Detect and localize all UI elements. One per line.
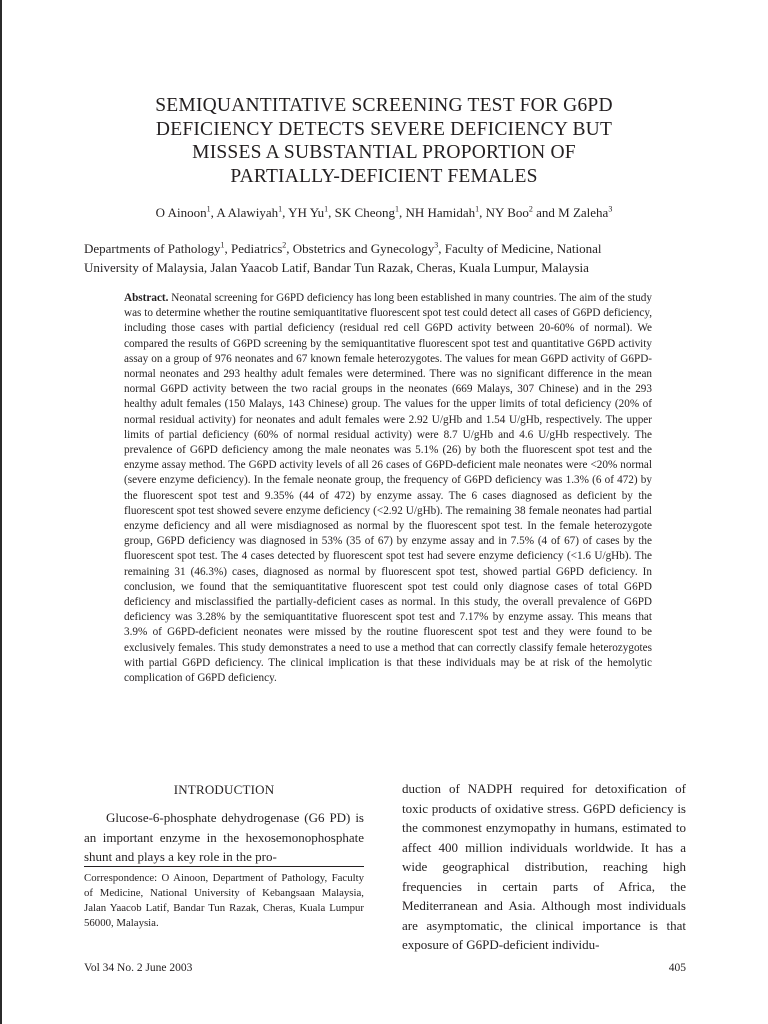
affiliation-marker: 1 [220, 240, 225, 250]
page-edge-rule [0, 0, 2, 1024]
author-separator: , [398, 205, 406, 220]
title-line: SEMIQUANTITATIVE SCREENING TEST FOR G6PD [155, 95, 613, 116]
affiliation-text: , Faculty of Medicine, National [438, 241, 602, 256]
title-line: DEFICIENCY DETECTS SEVERE DEFICIENCY BUT [155, 118, 613, 140]
author-separator: , [210, 205, 217, 220]
affiliation-marker: 1 [278, 204, 283, 214]
title-line: MISSES A SUBSTANTIAL PROPORTION OF [192, 142, 576, 163]
affiliation-marker: 2 [528, 204, 533, 214]
correspondence-footnote: Correspondence: O Ainoon, Department of Pathology, Faculty of Medicine, National University of Kebangsaan Malaysia, Jalan Yaacob Latif, Bandar Tun Razak, Cheras, Kuala Lumpur 56000, Malaysia. [84, 872, 364, 929]
author-name: NY Boo [485, 205, 529, 220]
affiliation-marker: 3 [434, 240, 439, 250]
affiliation-marker: 1 [206, 204, 211, 214]
affiliation-marker: 1 [475, 204, 480, 214]
affiliation-line: University of Malaysia, Jalan Yaacob Latif, Bandar Tun Razak, Cheras, Kuala Lumpur, Malaysia [84, 260, 589, 275]
affiliation-text: Departments of Pathology [84, 241, 221, 256]
abstract [124, 291, 652, 686]
journal-info: Vol 34 No. 2 June 2003 [84, 962, 193, 974]
author-separator: , [479, 205, 486, 220]
author-list [60, 205, 708, 221]
article-title [90, 94, 678, 188]
author-name: M Zaleha [558, 205, 609, 220]
affiliation-marker: 3 [608, 204, 613, 214]
affiliation-text: , Pediatrics [224, 241, 283, 256]
intro-paragraph-left: Glucose-6-phosphate dehydrogenase (G6 PD) is an important enzyme in the hexosemonophosphate shunt and plays a key role in the pro- [84, 810, 364, 864]
author-name: SK Cheong [334, 205, 395, 220]
abstract-text: Neonatal screening for G6PD deficiency has long been established in many countries. The aim of the study was to determine whether the routine semiquantitative fluorescent spot test could detect all cases of G6PD deficiency, including those cases with partial deficiency (residual red cell G6PD activity between 20-60% of normal). We compared the results of G6PD screening by the semiquantitative fluorescent spot test and quantitative G6PD activity assay on a group of 976 neonates and 67 known female heterozygotes. The values for mean G6PD activity of G6PD-normal neonates and 293 healthy adult females were determined. There was no significant difference in the mean normal G6PD activity between the two racial groups in the neonates (669 Malays, 307 Chinese) and in the 293 healthy adult females (150 Malays, 143 Chinese) group. The values for the upper limits of total deficiency (20% of normal residual activity) for neonates and adult females were 2.92 U/gHb and 1.54 U/gHb, respectively. The upper limits of partial deficiency (60% of normal residual activity) were 8.7 U/gHb and 4.6 U/gHb respectively. The prevalence of G6PD deficiency among the male neonates was 5.1% (26) by both the fluorescent spot test and the enzyme assay method. The G6PD activity levels of all 26 cases of G6PD-deficient male neonates were <20% normal (severe enzyme deficiency). In the female neonate group, the frequency of G6PD deficiency was 1.3% (6 of 472) by the fluorescent spot test and 9.35% (44 of 472) by enzyme assay. The 6 cases diagnosed as deficient by the fluorescent spot test showed severe enzyme deficiency (<2.92 U/gHb). The remaining 38 female neonates had partial enzyme deficiency and all were misdiagnosed as normal by the fluorescent spot test. In the female heterozygote group, G6PD deficiency was diagnosed in 53% (35 of 67) by enzyme assay and in 7.5% (4 of 67) of cases by the fluorescent spot test. The 4 cases detected by fluorescent spot test had severe enzyme deficiency (<1.6 U/gHb). The remaining 31 (46.3%) cases, diagnosed as normal by fluorescent spot test, showed partial G6PD deficiency. In conclusion, we found that the semiquantitative fluorescent spot test could only diagnose cases of total G6PD deficiency and misclassified the partially-deficient cases as normal. In this study, the overall prevalence of G6PD deficiency was 3.28% by the semiquantitative fluorescent spot test and 7.17% by enzyme assay. This means that 3.9% of G6PD-deficient neonates were missed by the routine fluorescent spot test and they were found to be exclusively females. This study demonstrates a need to use a method that can correctly classify female heterozygotes with partial G6PD deficiency. The clinical implication is that these individuals may be at risk of the hemolytic complication of G6PD deficiency. [124, 292, 652, 685]
author-name: O Ainoon [155, 205, 207, 220]
author-name: NH Hamidah [405, 205, 476, 220]
affiliation-marker: 1 [394, 204, 399, 214]
title-line: PARTIALLY-DEFICIENT FEMALES [230, 165, 538, 187]
footnote-divider [84, 866, 364, 867]
section-heading-introduction: INTRODUCTION [173, 782, 275, 797]
author-name: YH Yu [288, 205, 325, 220]
intro-paragraph-right: duction of NADPH required for detoxification of toxic products of oxidative stress. G6PD deficiency is the commonest enzymopathy in humans, estimated to affect 400 million individuals worldwide. It has a wide geographical distribution, reaching high frequencies in certain parts of Africa, the Mediterranean and Asia. Although most individuals are asymptomatic, the clinical importance is that exposure of G6PD-deficient individu- [402, 781, 686, 952]
abstract-label: Abstract. [124, 292, 169, 304]
page-number: 405 [668, 962, 686, 974]
author-separator: , [328, 205, 335, 220]
affiliation-marker: 1 [324, 204, 329, 214]
author-separator: , [282, 205, 289, 220]
author-separator: and [532, 205, 559, 220]
affiliation-marker: 2 [282, 240, 287, 250]
affiliations [84, 239, 686, 277]
author-name: A Alawiyah [216, 205, 279, 220]
affiliation-line [84, 239, 686, 258]
affiliation-text: , Obstetrics and Gynecology [286, 241, 435, 256]
